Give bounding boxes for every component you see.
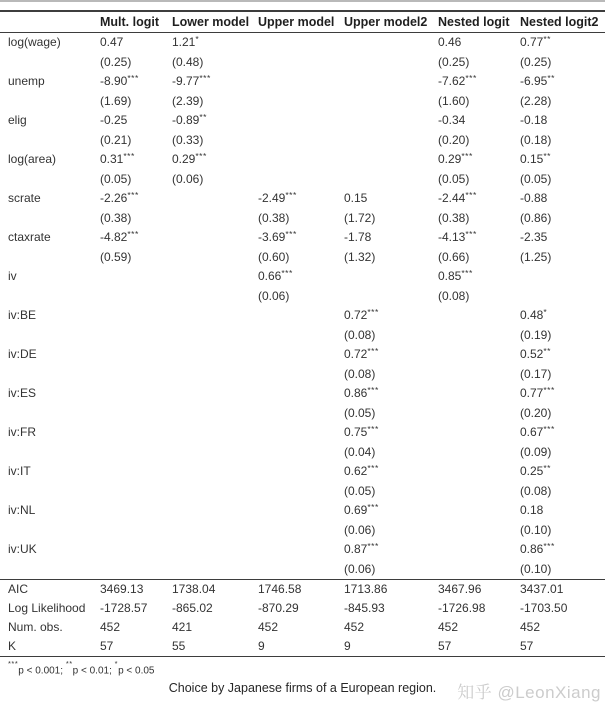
estimate-cell (520, 267, 605, 287)
se-cell (100, 482, 172, 501)
se-cell (100, 560, 172, 580)
estimate-cell: 1.21* (172, 33, 200, 49)
estimate-cell (100, 384, 172, 404)
coefficient-row (0, 228, 605, 248)
gof-value: -1703.50 (520, 601, 568, 615)
se-cell: (0.08) (344, 328, 376, 342)
se-cell (344, 92, 438, 111)
estimate-cell: 0.25** (520, 462, 551, 478)
estimate-cell: -0.89** (172, 111, 207, 127)
se-cell (258, 131, 344, 150)
estimate-cell (258, 345, 344, 365)
estimate-cell (438, 462, 520, 482)
regression-table (0, 10, 605, 657)
se-cell: (0.06) (344, 562, 376, 576)
estimate-cell: -7.62*** (438, 72, 477, 88)
se-cell (100, 404, 172, 423)
gof-row (0, 599, 605, 618)
se-cell (258, 365, 344, 384)
row-label: log(wage) (8, 35, 61, 49)
row-label: iv:DE (8, 347, 37, 361)
estimate-cell: 0.66*** (258, 267, 293, 283)
se-cell: (0.66) (438, 250, 470, 264)
column-header: Nested logit2 (520, 15, 599, 29)
se-cell: (1.69) (100, 94, 132, 108)
significance-stars: ** (547, 72, 555, 83)
coefficient-row (0, 33, 605, 54)
estimate-cell: -4.13*** (438, 228, 477, 244)
estimate-cell: 0.75*** (344, 423, 379, 439)
column-header: Upper model2 (344, 15, 428, 29)
estimate-cell (172, 267, 258, 287)
se-cell: (0.38) (100, 211, 132, 225)
se-cell (100, 326, 172, 345)
se-cell (172, 404, 258, 423)
se-cell (438, 404, 520, 423)
significance-stars: *** (127, 72, 139, 83)
gof-value: 452 (520, 620, 541, 634)
gof-body (0, 580, 605, 657)
three-stars: *** (8, 658, 19, 668)
estimate-cell (258, 33, 344, 54)
se-cell: (0.09) (520, 445, 552, 459)
se-cell: (2.28) (520, 94, 552, 108)
row-label: iv (8, 269, 17, 283)
gof-value: 9 (258, 639, 265, 653)
se-cell: (0.48) (172, 55, 204, 69)
se-cell: (0.06) (172, 172, 204, 186)
estimate-cell (258, 501, 344, 521)
se-cell (438, 482, 520, 501)
se-cell: (0.05) (100, 172, 132, 186)
estimate-cell: 0.48* (520, 306, 548, 322)
gof-value: 452 (344, 620, 365, 634)
se-cell (520, 287, 605, 306)
estimate-cell: 0.86*** (520, 540, 555, 556)
column-header: Lower model (172, 15, 250, 29)
se-cell: (0.10) (520, 523, 552, 537)
se-cell: (1.32) (344, 250, 376, 264)
row-label: ctaxrate (8, 230, 51, 244)
significance-stars: * (543, 306, 548, 317)
se-cell: (0.21) (100, 133, 132, 147)
significance-stars: ** (543, 462, 551, 473)
significance-stars: ** (543, 33, 551, 44)
estimate-cell: 0.69*** (344, 501, 379, 517)
se-cell: (0.08) (520, 484, 552, 498)
two-stars: ** (65, 658, 73, 668)
estimate-cell (438, 540, 520, 560)
gof-value: 1746.58 (258, 582, 302, 596)
estimate-cell: -1.78 (344, 230, 372, 244)
se-cell (438, 443, 520, 462)
gof-value: 452 (438, 620, 459, 634)
significance-stars: *** (195, 150, 207, 161)
se-cell (100, 443, 172, 462)
estimate-cell (344, 150, 438, 170)
gof-value: 57 (438, 639, 452, 653)
estimate-cell (172, 501, 258, 521)
gof-label: AIC (8, 582, 29, 596)
significance-stars: *** (465, 228, 477, 239)
se-cell (258, 53, 344, 72)
coef-body (0, 33, 605, 580)
significance-stars: *** (285, 228, 297, 239)
estimate-cell (258, 423, 344, 443)
gof-label: K (8, 639, 17, 653)
significance-stars: ** (199, 111, 207, 122)
estimate-cell: -2.49*** (258, 189, 297, 205)
estimate-cell: -2.35 (520, 230, 548, 244)
se-cell: (0.38) (258, 211, 290, 225)
estimate-cell: -0.25 (100, 113, 128, 127)
se-cell (258, 521, 344, 540)
row-label: iv:IT (8, 464, 31, 478)
significance-stars: ** (543, 150, 551, 161)
gof-value: -1728.57 (100, 601, 148, 615)
gof-value: 57 (520, 639, 534, 653)
significance-stars: ** (543, 345, 551, 356)
estimate-cell (172, 423, 258, 443)
estimate-cell (438, 384, 520, 404)
estimate-cell (344, 33, 438, 54)
se-cell: (0.06) (344, 523, 376, 537)
se-cell (258, 404, 344, 423)
estimate-cell: -0.18 (520, 113, 548, 127)
se-cell: (0.19) (520, 328, 552, 342)
one-star: * (114, 658, 119, 668)
estimate-cell: -4.82*** (100, 228, 139, 244)
se-cell (344, 131, 438, 150)
estimate-cell (100, 267, 172, 287)
se-cell (344, 53, 438, 72)
se-cell (438, 365, 520, 384)
significance-stars: *** (461, 267, 473, 278)
gof-row (0, 580, 605, 600)
estimate-cell (172, 228, 258, 248)
estimate-cell: 0.18 (520, 503, 544, 517)
se-cell (172, 248, 258, 267)
se-cell: (0.08) (438, 289, 470, 303)
coefficient-row (0, 345, 605, 365)
se-cell: (0.05) (344, 484, 376, 498)
estimate-cell: 0.77** (520, 33, 551, 49)
estimate-cell (100, 540, 172, 560)
estimate-cell: 0.86*** (344, 384, 379, 400)
column-header: Mult. logit (100, 15, 160, 29)
coefficient-row (0, 306, 605, 326)
table-caption: Choice by Japanese firms of a European region. (168, 681, 437, 695)
table-container (0, 2, 605, 657)
gof-value: -1726.98 (438, 601, 486, 615)
caption-row (0, 677, 605, 705)
se-cell (258, 560, 344, 580)
se-cell: (0.20) (438, 133, 470, 147)
estimate-cell: 0.15** (520, 150, 551, 166)
estimate-cell: -9.77*** (172, 72, 211, 88)
estimate-cell (172, 462, 258, 482)
se-cell: (0.33) (172, 133, 204, 147)
se-cell: (0.18) (520, 133, 552, 147)
estimate-cell: 0.15 (344, 191, 368, 205)
significance-stars: *** (465, 72, 477, 83)
gof-value: 421 (172, 620, 193, 634)
column-header: Upper model (258, 15, 335, 29)
estimate-cell: 0.87*** (344, 540, 379, 556)
estimate-cell (100, 306, 172, 326)
se-cell (438, 326, 520, 345)
se-cell (172, 326, 258, 345)
se-cell: (1.72) (344, 211, 376, 225)
se-cell: (0.59) (100, 250, 132, 264)
gof-value: -870.29 (258, 601, 299, 615)
se-cell (172, 209, 258, 228)
coefficient-row (0, 150, 605, 170)
estimate-cell: 0.77*** (520, 384, 555, 400)
se-cell (172, 287, 258, 306)
row-label: iv:NL (8, 503, 36, 517)
significance-stars: *** (127, 189, 139, 200)
se-cell: (0.10) (520, 562, 552, 576)
estimate-cell: 0.72*** (344, 306, 379, 322)
row-label: iv:BE (8, 308, 37, 322)
significance-stars: *** (199, 72, 211, 83)
gof-value: -865.02 (172, 601, 213, 615)
se-cell: (0.04) (344, 445, 376, 459)
gof-value: 1713.86 (344, 582, 388, 596)
estimate-cell: -6.95** (520, 72, 555, 88)
estimate-cell: 0.67*** (520, 423, 555, 439)
estimate-cell: -2.26*** (100, 189, 139, 205)
estimate-cell (172, 306, 258, 326)
estimate-cell (344, 111, 438, 131)
se-cell (344, 170, 438, 189)
significance-stars: *** (543, 384, 555, 395)
estimate-cell (344, 267, 438, 287)
se-cell (438, 521, 520, 540)
se-cell: (0.86) (520, 211, 552, 225)
coefficient-row (0, 384, 605, 404)
se-cell (258, 92, 344, 111)
estimate-cell: -0.34 (438, 113, 466, 127)
significance-stars: *** (367, 423, 379, 434)
row-label-header (0, 11, 100, 33)
significance-stars: *** (281, 267, 293, 278)
row-label: elig (8, 113, 27, 127)
estimate-cell (172, 345, 258, 365)
estimate-cell (258, 306, 344, 326)
coefficient-row (0, 423, 605, 443)
significance-stars: *** (127, 228, 139, 239)
se-cell (172, 443, 258, 462)
estimate-cell (438, 306, 520, 326)
se-cell (100, 287, 172, 306)
significance-stars: *** (465, 189, 477, 200)
estimate-cell (258, 72, 344, 92)
significance-stars: *** (367, 540, 379, 551)
coefficient-row (0, 189, 605, 209)
significance-stars: *** (461, 150, 473, 161)
coefficient-row (0, 501, 605, 521)
se-cell (258, 443, 344, 462)
se-cell: (0.25) (100, 55, 132, 69)
estimate-cell (438, 501, 520, 521)
gof-value: 9 (344, 639, 351, 653)
watermark: 知乎 @LeonXiang (457, 683, 601, 702)
se-cell (258, 170, 344, 189)
coefficient-row (0, 267, 605, 287)
se-cell (258, 482, 344, 501)
se-cell (172, 482, 258, 501)
coefficient-row (0, 111, 605, 131)
significance-stars: *** (367, 384, 379, 395)
significance-stars: *** (367, 306, 379, 317)
estimate-cell: 0.29*** (172, 150, 207, 166)
row-label: iv:UK (8, 542, 37, 556)
significance-stars: *** (367, 501, 379, 512)
estimate-cell (172, 189, 258, 209)
estimate-cell: -0.88 (520, 191, 548, 205)
estimate-cell (172, 540, 258, 560)
se-cell: (0.05) (438, 172, 470, 186)
se-cell: (0.25) (520, 55, 552, 69)
se-cell (344, 287, 438, 306)
row-label: unemp (8, 74, 45, 88)
row-label: iv:FR (8, 425, 36, 439)
se-cell: (0.05) (344, 406, 376, 420)
row-label: iv:ES (8, 386, 37, 400)
significance-stars: *** (543, 540, 555, 551)
estimate-cell (258, 384, 344, 404)
gof-value: 3469.13 (100, 582, 144, 596)
se-cell (100, 521, 172, 540)
coefficient-row (0, 540, 605, 560)
estimate-cell: 0.62*** (344, 462, 379, 478)
significance-note: ***p < 0.001; **p < 0.01; *p < 0.05 (8, 658, 155, 677)
se-cell: (0.17) (520, 367, 552, 381)
se-cell: (0.20) (520, 406, 552, 420)
se-cell (172, 521, 258, 540)
significance-stars: *** (285, 189, 297, 200)
gof-value: 452 (258, 620, 279, 634)
se-cell (172, 365, 258, 384)
significance-stars: *** (367, 345, 379, 356)
estimate-cell (258, 462, 344, 482)
estimate-cell: 0.29*** (438, 150, 473, 166)
estimate-cell: -8.90*** (100, 72, 139, 88)
coefficient-row (0, 72, 605, 92)
estimate-cell: -2.44*** (438, 189, 477, 205)
coefficient-row (0, 462, 605, 482)
se-cell: (0.60) (258, 250, 290, 264)
gof-value: 3437.01 (520, 582, 564, 596)
significance-stars: *** (123, 150, 135, 161)
column-header: Nested logit (438, 15, 510, 29)
significance-stars: *** (367, 462, 379, 473)
gof-value: 57 (100, 639, 114, 653)
estimate-cell (438, 345, 520, 365)
estimate-cell: -3.69*** (258, 228, 297, 244)
row-label: log(area) (8, 152, 57, 166)
estimate-cell (344, 72, 438, 92)
row-label: scrate (8, 191, 41, 205)
gof-row (0, 618, 605, 637)
estimate-cell: 0.47 (100, 35, 124, 49)
significance-stars: * (195, 33, 200, 44)
estimate-cell (100, 462, 172, 482)
estimate-cell: 0.85*** (438, 267, 473, 283)
se-cell: (0.08) (344, 367, 376, 381)
estimate-cell (258, 150, 344, 170)
gof-label: Log Likelihood (8, 601, 86, 615)
se-cell: (0.25) (438, 55, 470, 69)
header-row (0, 11, 605, 33)
se-cell: (0.38) (438, 211, 470, 225)
estimate-cell (100, 423, 172, 443)
gof-value: 452 (100, 620, 121, 634)
se-cell: (0.05) (520, 172, 552, 186)
estimate-cell: 0.72*** (344, 345, 379, 361)
estimate-cell (172, 384, 258, 404)
se-cell: (1.25) (520, 250, 552, 264)
estimate-cell (258, 540, 344, 560)
estimate-cell (258, 111, 344, 131)
se-cell: (0.06) (258, 289, 290, 303)
se-cell (172, 560, 258, 580)
estimate-cell (100, 345, 172, 365)
se-cell (100, 365, 172, 384)
estimate-cell (100, 501, 172, 521)
se-cell: (1.60) (438, 94, 470, 108)
se-cell (438, 560, 520, 580)
se-cell: (2.39) (172, 94, 204, 108)
estimate-cell: 0.46 (438, 35, 462, 49)
significance-stars: *** (543, 423, 555, 434)
gof-value: -845.93 (344, 601, 385, 615)
gof-label: Num. obs. (8, 620, 63, 634)
gof-value: 1738.04 (172, 582, 216, 596)
estimate-cell: 0.52** (520, 345, 551, 361)
estimate-cell: 0.31*** (100, 150, 135, 166)
gof-row (0, 637, 605, 657)
gof-value: 55 (172, 639, 186, 653)
se-cell (258, 326, 344, 345)
gof-value: 3467.96 (438, 582, 482, 596)
estimate-cell (438, 423, 520, 443)
